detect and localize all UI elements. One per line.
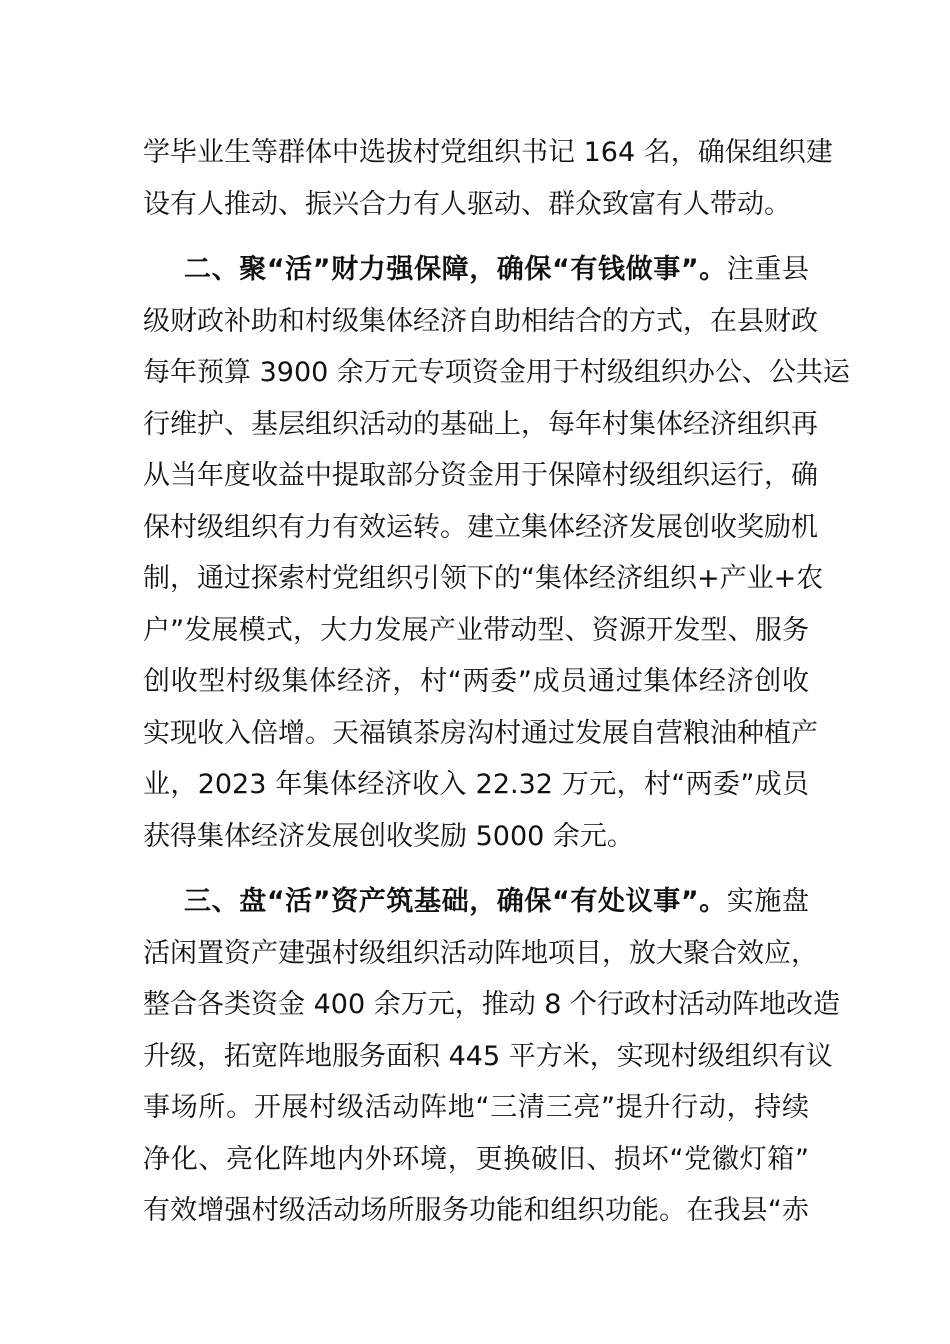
paragraph-first-line <box>143 876 809 928</box>
paragraph-1 <box>143 127 833 230</box>
text-line: 获得集体经济发展创收奖励 5000 余元。 <box>143 820 634 852</box>
section-heading: 二、聚“活”财力强保障，确保“有钱做事”。 <box>184 254 727 285</box>
text-line: 设有人推动、振兴合力有人驱动、群众致富有人带动。 <box>143 188 791 220</box>
text-line: 有效增强村级活动场所服务功能和组织功能。在我县“赤 <box>143 1195 809 1226</box>
text-line: 保村级组织有力有效运转。建立集体经济发展创收奖励机 <box>143 511 818 543</box>
text-line: 整合各类资金 400 余万元，推动 8 个行政村活动阵地改造 <box>143 989 841 1020</box>
paragraph-2 <box>143 244 850 862</box>
text-line: 实现收入倍增。天福镇茶房沟村通过发展自营粮油种植产 <box>143 717 818 749</box>
text-line: 业，2023 年集体经济收入 22.32 万元，村“两委”成员 <box>143 769 809 800</box>
text-line: 事场所。开展村级活动阵地“三清三亮”提升行动，持续 <box>143 1092 809 1123</box>
text-line: 每年预算 3900 余万元专项资金用于村级组织办公、公共运 <box>143 357 850 388</box>
text-line: 从当年度收益中提取部分资金用于保障村级组织运行，确 <box>143 460 818 491</box>
paragraph-first-line <box>143 244 809 296</box>
text-run: 注重县 <box>726 254 809 285</box>
text-line: 级财政补助和村级集体经济自助相结合的方式，在县财政 <box>143 305 818 337</box>
text-line: 学毕业生等群体中选拔村党组织书记 164 名，确保组织建 <box>143 137 833 168</box>
text-line: 升级，拓宽阵地服务面积 445 平方米，实现村级组织有议 <box>143 1040 833 1072</box>
text-line: 创收型村级集体经济，村“两委”成员通过集体经济创收 <box>143 666 809 697</box>
text-line: 户”发展模式，大力发展产业带动型、资源开发型、服务 <box>143 614 809 646</box>
text-run: 实施盘 <box>726 886 809 917</box>
text-line: 活闲置资产建强村级组织活动阵地项目，放大聚合效应， <box>143 937 818 969</box>
text-line: 净化、亮化阵地内外环境，更换破旧、损坏“党徽灯箱” <box>143 1143 809 1175</box>
section-heading: 三、盘“活”资产筑基础，确保“有处议事”。 <box>184 886 727 917</box>
paragraph-3 <box>143 876 841 1237</box>
text-line: 制，通过探索村党组织引领下的“集体经济组织+产业+农 <box>143 563 824 594</box>
document-body <box>143 127 850 1237</box>
text-line: 行维护、基层组织活动的基础上，每年村集体经济组织再 <box>143 408 818 440</box>
